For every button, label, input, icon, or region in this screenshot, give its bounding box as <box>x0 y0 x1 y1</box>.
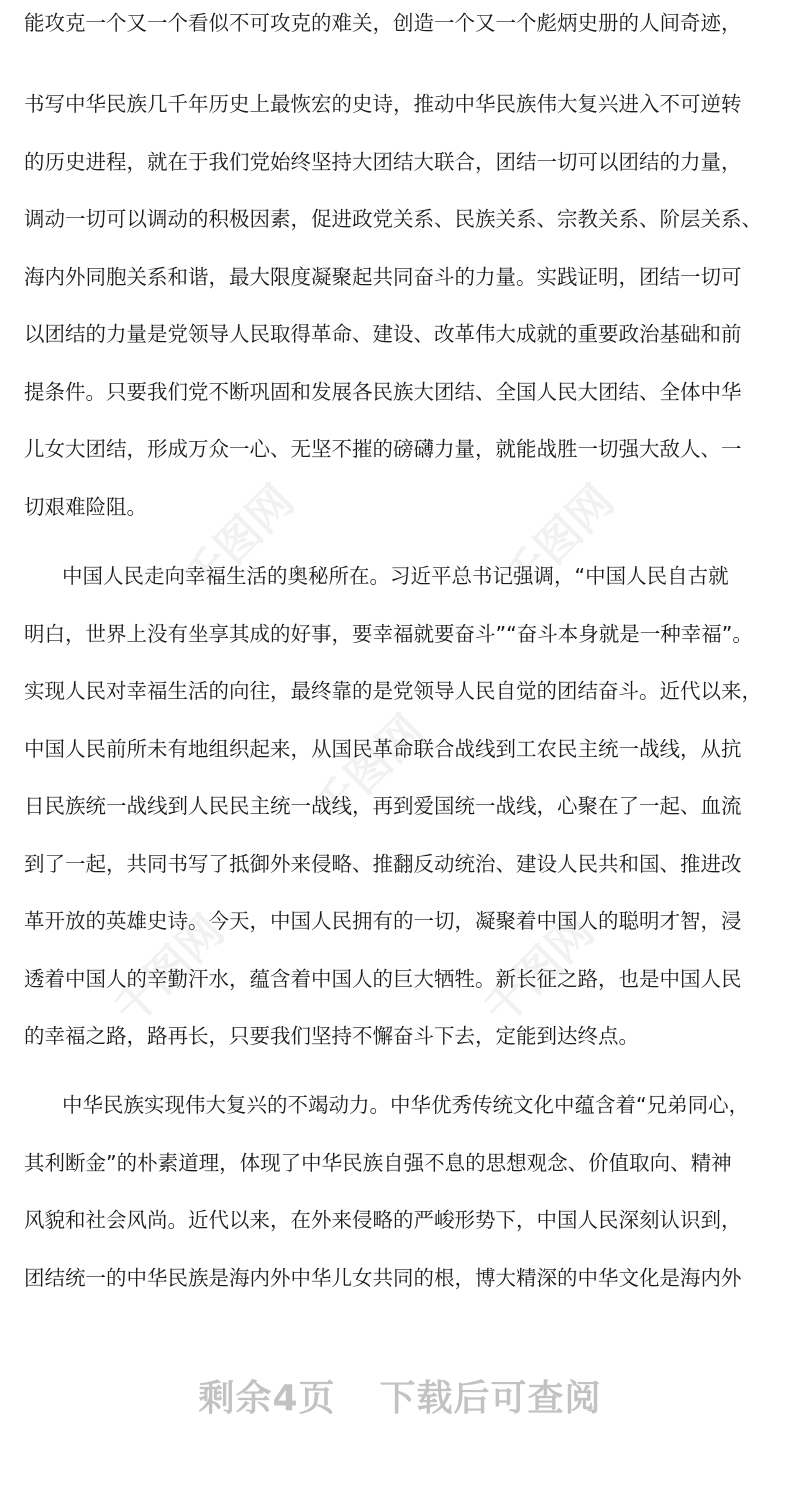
text-line: 以团结的力量是党领导人民取得革命、建设、改革伟大成就的重要政治基础和前 <box>24 322 742 346</box>
text-line: 切艰难险阻。 <box>24 494 147 519</box>
text-line: 日民族统一战线到人民民主统一战线，再到爱国统一战线，心聚在了一起、血流 <box>24 794 742 818</box>
watermark: 千图网 <box>474 905 604 1035</box>
paragraph-4 <box>24 1077 776 1307</box>
text-line: 中国人民走向幸福生活的奥秘所在。习近平总书记强调，“中国人民自古就 <box>62 564 729 588</box>
download-to-view-label: 下载后可查阅 <box>379 1378 602 1419</box>
text-line: 其利断金”的朴素道理，体现了中华民族自强不息的思想观念、价值取向、精神 <box>24 1150 732 1175</box>
watermark: 千图网 <box>304 705 434 835</box>
text-line: 的历史进程，就在于我们党始终坚持大团结大联合，团结一切可以团结的力量， <box>24 149 742 174</box>
remaining-pages-label: 剩余4页 <box>198 1378 336 1419</box>
text-line: 书写中华民族几千年历史上最恢宏的史诗，推动中华民族伟大复兴进入不可逆转 <box>24 92 742 116</box>
text-line: 革开放的英雄史诗。今天，中国人民拥有的一切，凝聚着中国人的聪明才智，浸 <box>24 909 742 933</box>
download-prompt[interactable] <box>0 1370 800 1421</box>
watermark: 千图网 <box>104 905 234 1035</box>
watermark: 千图网 <box>174 475 304 605</box>
paragraph-1 <box>24 0 776 53</box>
text-line: 明白，世界上没有坐享其成的好事，要幸福就要奋斗”“奋斗本身就是一种幸福”。 <box>24 621 753 646</box>
text-line: 中华民族实现伟大复兴的不竭动力。中华优秀传统文化中蕴含着“兄弟同心， <box>62 1093 750 1117</box>
text-line: 团结统一的中华民族是海内外中华儿女共同的根，博大精深的中华文化是海内外 <box>24 1265 742 1290</box>
watermark: 千图网 <box>494 475 624 605</box>
text-line: 中国人民前所未有地组织起来，从国民革命联合战线到工农民主统一战线，从抗 <box>24 736 742 761</box>
text-line: 儿女大团结，形成万众一心、无坚不摧的磅礴力量，就能战胜一切强大敌人、一 <box>24 437 742 461</box>
text-line: 提条件。只要我们党不断巩固和发展各民族大团结、全国人民大团结、全体中华 <box>24 379 742 404</box>
paragraph-3 <box>24 548 776 1066</box>
text-line: 透着中国人的辛勤汗水，蕴含着中国人的巨大牺牲。新长征之路，也是中国人民 <box>24 966 742 991</box>
text-line: 海内外同胞关系和谐，最大限度凝聚起共同奋斗的力量。实践证明，团结一切可 <box>24 264 742 289</box>
text-line: 到了一起，共同书写了抵御外来侵略、推翻反动统治、建设人民共和国、推进改 <box>24 851 742 876</box>
paragraph-2 <box>24 76 776 536</box>
text-line: 调动一切可以调动的积极因素，促进政党关系、民族关系、宗教关系、阶层关系、 <box>24 207 762 231</box>
text-line: 能攻克一个又一个看似不可攻克的难关，创造一个又一个彪炳史册的人间奇迹， <box>24 11 742 35</box>
text-line: 的幸福之路，路再长，只要我们坚持不懈奋斗下去，定能到达终点。 <box>24 1024 639 1048</box>
text-line: 风貌和社会风尚。近代以来，在外来侵略的严峻形势下，中国人民深刻认识到， <box>24 1208 742 1232</box>
text-line: 实现人民对幸福生活的向往，最终靠的是党领导人民自觉的团结奋斗。近代以来， <box>24 679 762 703</box>
